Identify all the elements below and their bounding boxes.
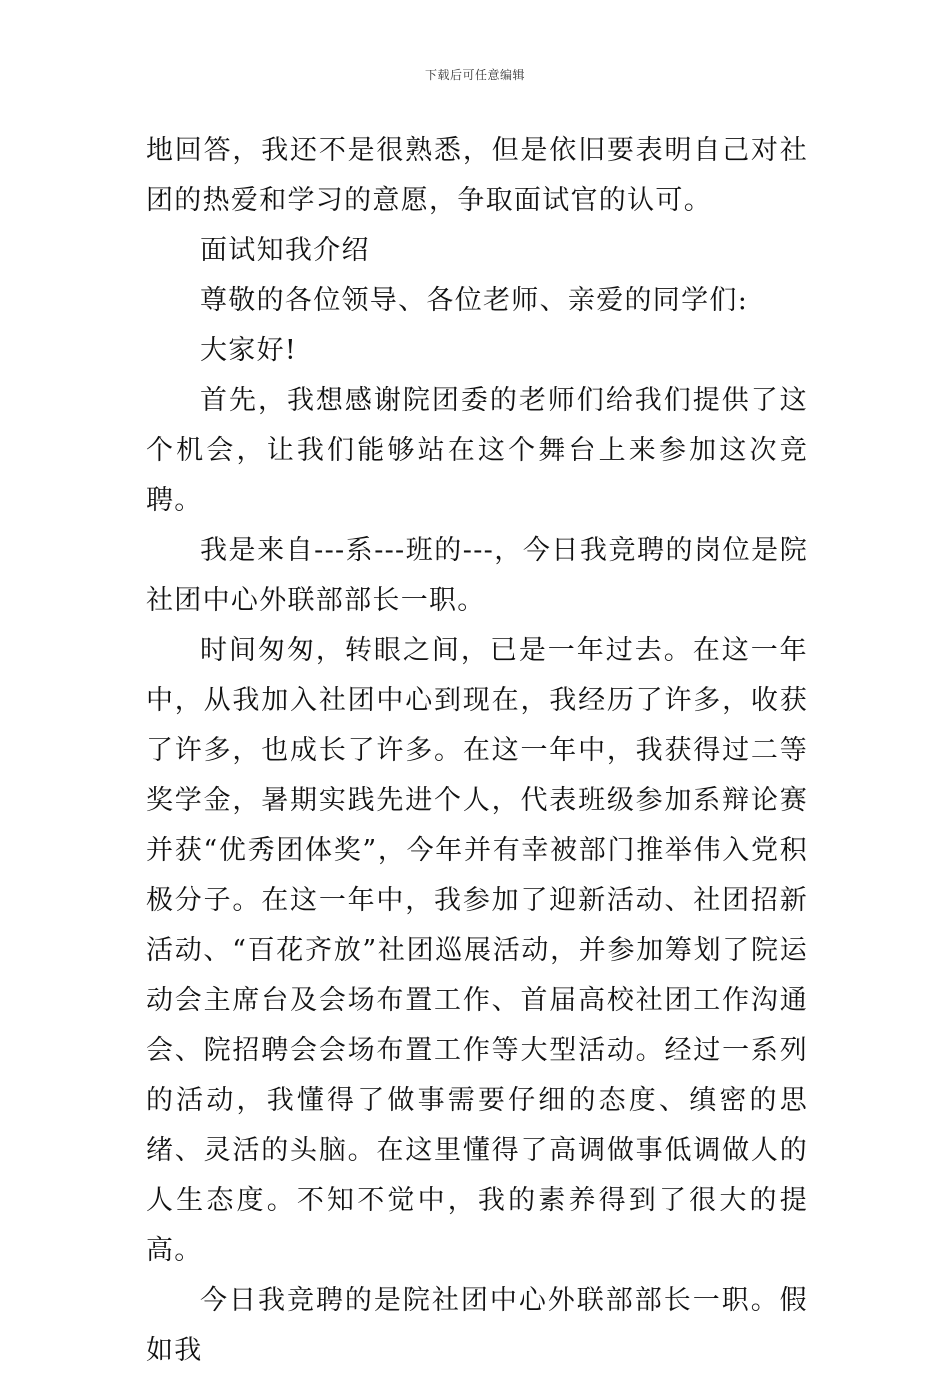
salutation: 尊敬的各位领导、各位老师、亲爱的同学们: [200,285,749,316]
page-header: 下载后可任意编辑 [424,68,525,82]
paragraph: 今日我竞聘的是院社团中心外联部部长一职。假如我 [146,1285,808,1366]
paragraph: 地回答，我还不是很熟悉，但是依旧要表明自己对社团的热爱和学习的意愿，争取面试官的认可。 [146,135,808,216]
section-title: 面试知我介绍 [200,235,370,266]
paragraph: 首先，我想感谢院团委的老师们给我们提供了这个机会，让我们能够站在这个舞台上来参加这次竞聘。 [146,385,808,516]
greeting: 大家好! [200,335,298,366]
paragraph: 我是来自---系---班的---，今日我竞聘的岗位是院社团中心外联部部长一职。 [146,535,808,616]
paragraph: 时间匆匆，转眼之间，已是一年过去。在这一年中，从我加入社团中心到现在，我经历了许多，收获了许多，也成长了许多。在这一年中，我获得过二等奖学金，暑期实践先进个人，代表班级参加系辩论赛并获“优秀团体奖”，今年并有幸被部门推举伟入党积极分子。在这一年中，我参加了迎新活动、社团招新活动、“百花齐放”社团巡展活动，并参加筹划了院运动会主席台及会场布置工作、首届高校社团工作沟通会、院招聘会会场布置工作等大型活动。经过一系列的活动，我懂得了做事需要仔细的态度、缜密的思绪、灵活的头脑。在这里懂得了高调做事低调做人的人生态度。不知不觉中，我的素养得到了很大的提高。 [146,635,808,1266]
document-body [146,126,808,1376]
